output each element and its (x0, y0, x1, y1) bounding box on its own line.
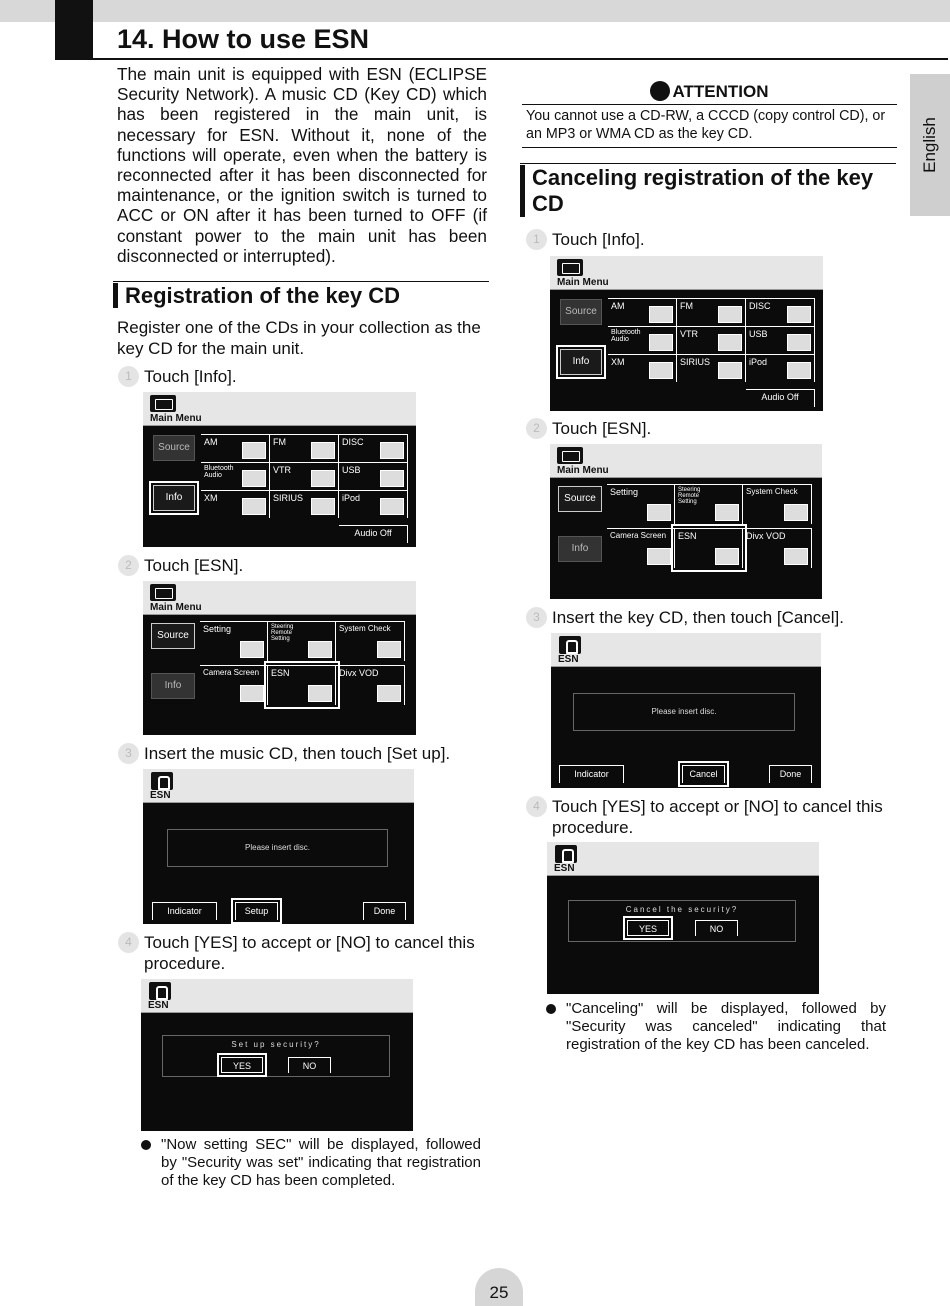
bluetooth-audio-button[interactable] (608, 326, 677, 354)
source-button[interactable]: Source (151, 623, 195, 649)
sirius-button[interactable] (270, 490, 339, 518)
esn-label: ESN (678, 531, 697, 541)
disc-label: DISC (342, 437, 364, 447)
esn-setup-confirm-screen (141, 979, 413, 1131)
step-text: Touch [YES] to accept or [NO] to cancel this procedure. (552, 797, 883, 837)
screen-header (550, 256, 823, 290)
canceling-heading: Canceling registration of the key CD (520, 165, 896, 217)
disc-icon (377, 685, 401, 702)
attention-title: ATTENTION (672, 82, 769, 101)
divx-vod-button[interactable] (336, 665, 405, 705)
disc-button[interactable] (746, 298, 815, 326)
lock-icon (715, 548, 739, 565)
step-number-icon: 3 (118, 743, 139, 764)
satellite-icon (311, 498, 335, 515)
cancel-step-4 (526, 796, 906, 838)
cancel-step-3 (526, 607, 926, 628)
yes-button[interactable]: YES (627, 920, 669, 936)
step-text: Touch [YES] to accept or [NO] to cancel this procedure. (144, 933, 475, 973)
step-number-icon: 4 (118, 932, 139, 953)
ipod-icon (380, 498, 404, 515)
bluetooth-icon (649, 334, 673, 351)
car-icon (784, 504, 808, 521)
screen-title: ESN (558, 654, 579, 665)
lock-icon (151, 772, 173, 790)
steering-wheel-icon (308, 641, 332, 658)
menu-icon (557, 447, 583, 464)
radio-icon (311, 442, 335, 459)
source-button[interactable]: Source (560, 299, 602, 325)
usb-label: USB (749, 329, 768, 339)
main-menu-screen (143, 392, 416, 547)
system-check-button[interactable] (743, 484, 812, 524)
attention-heading (522, 80, 897, 104)
menu-icon (557, 259, 583, 276)
setting-button[interactable] (200, 621, 268, 661)
reg-step-2 (118, 555, 518, 576)
setting-icon (647, 504, 671, 521)
disc-label: DISC (749, 301, 771, 311)
system-check-label: System Check (746, 487, 798, 496)
ipod-button[interactable] (339, 490, 408, 518)
language-label: English (920, 117, 939, 173)
usb-label: USB (342, 465, 361, 475)
main-menu-esn-screen-2 (550, 444, 822, 599)
fm-button[interactable] (270, 434, 339, 462)
menu-icon (150, 584, 176, 601)
usb-icon (380, 470, 404, 487)
bt-label: Bluetooth Audio (204, 465, 234, 479)
esn-insert-disc-screen-2 (551, 633, 821, 788)
attention-icon (650, 81, 670, 101)
disc-button[interactable] (339, 434, 408, 462)
steering-label: Steering Remote Setting (271, 624, 294, 642)
done-button[interactable]: Done (363, 902, 406, 920)
am-label: AM (611, 301, 625, 311)
satellite-icon (242, 498, 266, 515)
canceling-note: "Canceling" will be displayed, followed by "Security was canceled" indicating that registration of the key CD has been canceled. (546, 1000, 886, 1054)
xm-button[interactable] (201, 490, 270, 518)
setting-button[interactable] (607, 484, 675, 524)
setup-button[interactable]: Setup (235, 902, 278, 920)
screen-title: Main Menu (150, 602, 202, 613)
cancel-step-2 (526, 418, 926, 439)
step-number-icon: 1 (526, 229, 547, 250)
steering-remote-button[interactable] (268, 621, 336, 661)
section-rule (520, 163, 896, 164)
step-text: Insert the key CD, then touch [Cancel]. (552, 608, 844, 627)
esn-insert-disc-screen (143, 769, 414, 924)
indicator-button[interactable]: Indicator (559, 765, 624, 783)
info-button[interactable]: Info (560, 349, 602, 375)
screen-header (141, 979, 413, 1013)
indicator-button[interactable]: Indicator (152, 902, 217, 920)
system-check-label: System Check (339, 624, 391, 633)
screen-title: Main Menu (557, 465, 609, 476)
setup-question: Set up security? (231, 1040, 321, 1049)
usb-button[interactable] (746, 326, 815, 354)
audio-off-button[interactable]: Audio Off (746, 389, 815, 407)
main-menu-screen-2 (550, 256, 823, 411)
usb-icon (787, 334, 811, 351)
lock-icon (308, 685, 332, 702)
fm-label: FM (273, 437, 286, 447)
screen-header (143, 392, 416, 426)
reg-step-3 (118, 743, 518, 764)
cancel-question-box (568, 900, 796, 942)
fm-label: FM (680, 301, 693, 311)
tape-icon (311, 470, 335, 487)
screen-header (550, 444, 822, 478)
registration-heading: Registration of the key CD (113, 283, 489, 308)
bluetooth-audio-button[interactable] (201, 462, 270, 490)
reg-step-4 (118, 932, 498, 974)
screen-title: Main Menu (150, 413, 202, 424)
screen-header (143, 581, 416, 615)
step-text: Touch [ESN]. (552, 419, 652, 438)
step-number-icon: 3 (526, 607, 547, 628)
vtr-button[interactable] (677, 326, 746, 354)
screen-header (551, 633, 821, 667)
title-bar (93, 22, 948, 60)
xm-button[interactable] (608, 354, 677, 382)
esn-button[interactable] (675, 528, 743, 568)
screen-title: ESN (150, 790, 171, 801)
ipod-label: iPod (749, 357, 768, 367)
info-button[interactable]: Info (558, 536, 602, 562)
screen-header (547, 842, 819, 876)
fm-button[interactable] (677, 298, 746, 326)
step-number-icon: 2 (526, 418, 547, 439)
esn-label: ESN (271, 668, 290, 678)
insert-disc-message: Please insert disc. (167, 829, 388, 867)
divx-vod-button[interactable] (743, 528, 812, 568)
vtr-button[interactable] (270, 462, 339, 490)
step-number-icon: 4 (526, 796, 547, 817)
audio-off-button[interactable]: Audio Off (339, 525, 408, 543)
steering-label: Steering Remote Setting (678, 487, 701, 505)
divx-label: Divx VOD (746, 531, 786, 541)
radio-icon (649, 306, 673, 323)
steering-wheel-icon (715, 504, 739, 521)
screen-title: ESN (554, 863, 575, 874)
info-button[interactable]: Info (153, 485, 195, 511)
satellite-icon (718, 362, 742, 379)
sirius-label: SIRIUS (680, 357, 711, 367)
radio-icon (242, 442, 266, 459)
lock-icon (149, 982, 171, 1000)
info-button[interactable]: Info (151, 673, 195, 699)
language-tab (910, 74, 950, 216)
screen-title: Main Menu (557, 277, 609, 288)
registration-lead: Register one of the CDs in your collection as the key CD for the main unit. (117, 318, 481, 358)
usb-button[interactable] (339, 462, 408, 490)
intro-paragraph: The main unit is equipped with ESN (ECLIPSE Security Network). A music CD (Key CD) which has been registered in the main unit, is necessary for ESN. Without it, none of the functions will operate, even when the battery is reconnected after it has been disconnected for maintenance, or the ignition switch is turned to ACC or ON after it has been turned to OFF (if constant power to the main unit has been disconnected or interrupted). (117, 64, 487, 266)
camera-icon (647, 548, 671, 565)
esn-button[interactable] (268, 665, 336, 705)
insert-disc-message: Please insert disc. (573, 693, 795, 731)
camera-screen-button[interactable] (607, 528, 675, 568)
done-button[interactable]: Done (769, 765, 812, 783)
xm-label: XM (611, 357, 625, 367)
attention-box (522, 80, 897, 148)
step-text: Insert the music CD, then touch [Set up]. (144, 744, 451, 763)
attention-text: You cannot use a CD-RW, a CCCD (copy control CD), or an MP3 or WMA CD as the key CD. (522, 104, 897, 148)
cancel-button[interactable]: Cancel (682, 765, 725, 783)
am-button[interactable] (201, 434, 270, 462)
step-text: Touch [Info]. (552, 230, 645, 249)
setting-label: Setting (610, 487, 639, 497)
sirius-label: SIRIUS (273, 493, 304, 503)
page-title: 14. How to use ESN (117, 24, 370, 54)
ipod-button[interactable] (746, 354, 815, 382)
am-button[interactable] (608, 298, 677, 326)
satellite-icon (649, 362, 673, 379)
no-button[interactable]: NO (288, 1057, 331, 1073)
disc-icon (380, 442, 404, 459)
yes-button[interactable]: YES (221, 1057, 263, 1073)
setup-question-box (162, 1035, 390, 1077)
vtr-label: VTR (273, 465, 291, 475)
reg-step-1 (118, 366, 518, 387)
screen-header (143, 769, 414, 803)
source-button[interactable]: Source (153, 435, 195, 461)
am-label: AM (204, 437, 218, 447)
radio-icon (718, 306, 742, 323)
bluetooth-icon (242, 470, 266, 487)
tape-icon (718, 334, 742, 351)
ipod-label: iPod (342, 493, 361, 503)
lock-icon (559, 636, 581, 654)
source-button[interactable]: Source (558, 486, 602, 512)
top-band (0, 0, 950, 22)
xm-label: XM (204, 493, 218, 503)
disc-icon (787, 306, 811, 323)
esn-cancel-confirm-screen (547, 842, 819, 994)
divx-label: Divx VOD (339, 668, 379, 678)
screen-title: ESN (148, 1000, 169, 1011)
page-number: 25 (475, 1268, 523, 1306)
menu-icon (150, 395, 176, 412)
step-number-icon: 2 (118, 555, 139, 576)
step-number-icon: 1 (118, 366, 139, 387)
camera-screen-button[interactable] (200, 665, 268, 705)
steering-remote-button[interactable] (675, 484, 743, 524)
bt-label: Bluetooth Audio (611, 329, 641, 343)
setting-icon (240, 641, 264, 658)
disc-icon (784, 548, 808, 565)
section-rule (113, 281, 489, 282)
main-menu-esn-screen (143, 581, 416, 735)
ipod-icon (787, 362, 811, 379)
no-button[interactable]: NO (695, 920, 738, 936)
cancel-question: Cancel the security? (625, 905, 739, 914)
sirius-button[interactable] (677, 354, 746, 382)
cancel-step-1 (526, 229, 926, 250)
camera-label: Camera Screen (610, 531, 667, 540)
chapter-marker (55, 0, 93, 60)
lock-icon (555, 845, 577, 863)
step-text: Touch [Info]. (144, 367, 237, 386)
camera-icon (240, 685, 264, 702)
car-icon (377, 641, 401, 658)
system-check-button[interactable] (336, 621, 405, 661)
step-text: Touch [ESN]. (144, 556, 244, 575)
vtr-label: VTR (680, 329, 698, 339)
camera-label: Camera Screen (203, 668, 260, 677)
registration-note: "Now setting SEC" will be displayed, followed by "Security was set" indicating that registration of the key CD has been completed. (141, 1136, 481, 1190)
setting-label: Setting (203, 624, 232, 634)
